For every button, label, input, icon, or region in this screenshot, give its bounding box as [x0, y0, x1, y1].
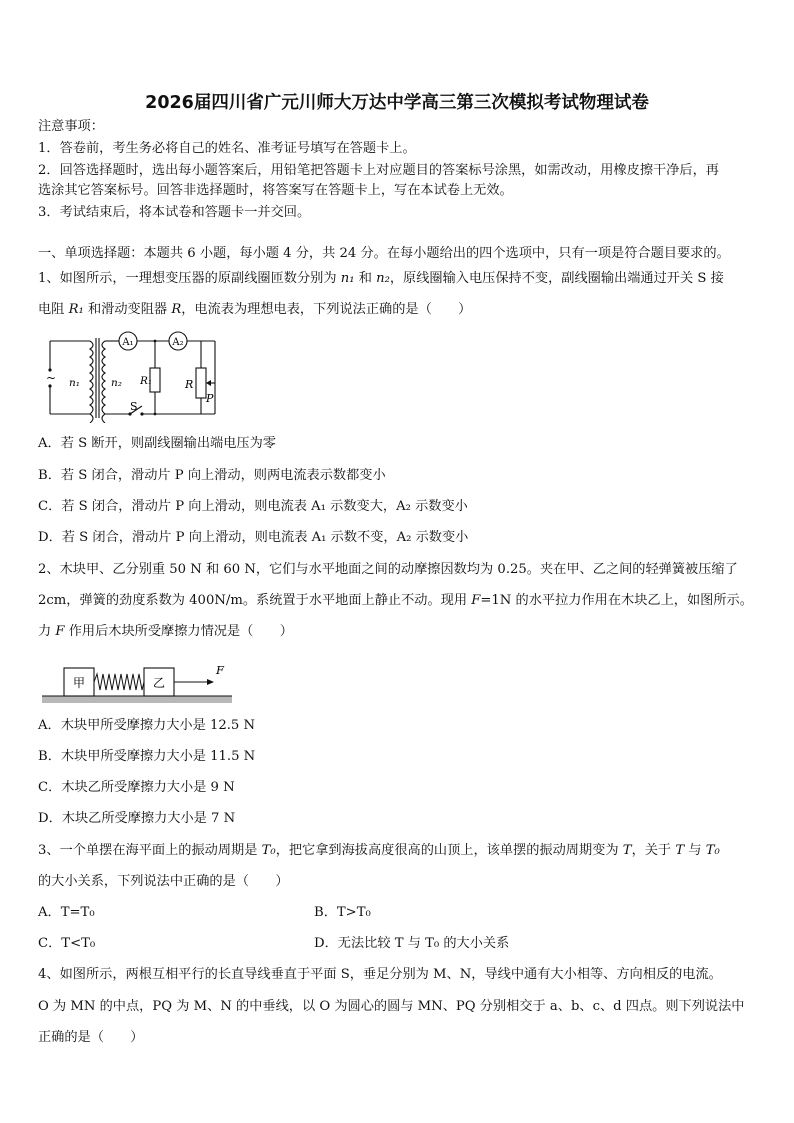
block-jia-label: 甲	[72, 676, 86, 690]
q2-stem-line2: 2cm，弹簧的劲度系数为 400N/m。系统置于水平地面上静止不动。现用 F=1N 的水平拉力作用在木块乙上，如图所示。	[38, 593, 753, 608]
q1-stem-line1: 1、如图所示，一理想变压器的原副线圈匝数分别为 n₁ 和 n₂，原线圈输入电压保持不变，副线圈输出端通过开关 S 接	[38, 271, 724, 286]
notice-item-3: 3．考试结束后，将本试卷和答题卡一并交回。	[38, 205, 311, 220]
q2-blocks-spring-diagram	[42, 660, 242, 706]
p-label: P	[206, 392, 214, 405]
q1-stem-line2: 电阻 R₁ 和滑动变阻器 R，电流表为理想电表，下列说法正确的是（ ）	[38, 302, 472, 317]
q1-option-c: C．若 S 闭合，滑动片 P 向上滑动，则电流表 A₁ 示数变大，A₂ 示数变小	[38, 499, 468, 514]
q1-circuit-diagram	[38, 328, 228, 423]
notice-heading: 注意事项：	[38, 119, 104, 134]
q1-option-b: B．若 S 闭合，滑动片 P 向上滑动，则两电流表示数都变小	[38, 468, 386, 483]
page-title: 2026届四川省广元川师大万达中学高三第三次模拟考试物理试卷	[145, 93, 649, 113]
q3-stem-line1: 3、一个单摆在海平面上的振动周期是 T₀，把它拿到海拔高度很高的山顶上，该单摆的振动周期变为 T，关于 T 与 T₀	[38, 843, 720, 858]
notice-item-1: 1．答卷前，考生务必将自己的姓名、准考证号填写在答题卡上。	[38, 141, 416, 156]
n2-label: n₂	[111, 377, 122, 389]
section-heading: 一、单项选择题：本题共 6 小题，每小题 4 分，共 24 分。在每小题给出的四个选项中，只有一项是符合题目要求的。	[38, 246, 730, 261]
q1-option-d: D．若 S 闭合，滑动片 P 向上滑动，则电流表 A₁ 示数不变，A₂ 示数变小	[38, 530, 469, 545]
q3-option-c: C．T<T₀	[38, 936, 96, 951]
block-yi-label: 乙	[152, 676, 166, 690]
s-label: S	[130, 400, 138, 413]
q3-option-a: A．T=T₀	[38, 905, 95, 920]
ac-source-symbol: ~	[46, 371, 57, 385]
q2-stem-line1: 2、木块甲、乙分别重 50 N 和 60 N，它们与水平地面之间的动摩擦因数均为 0.25。夹在甲、乙之间的轻弹簧被压缩了	[38, 562, 738, 577]
q2-option-b: B．木块甲所受摩擦力大小是 11.5 N	[38, 749, 256, 764]
q2-option-c: C．木块乙所受摩擦力大小是 9 N	[38, 780, 235, 795]
ammeter-a1-label: A₁	[122, 337, 134, 348]
force-f-label: F	[216, 663, 224, 677]
q1-option-a: A．若 S 断开，则副线圈输出端电压为零	[38, 436, 276, 451]
q2-option-a: A．木块甲所受摩擦力大小是 12.5 N	[38, 718, 256, 733]
notice-item-2-cont: 选涂其它答案标号。回答非选择题时，将答案写在答题卡上，写在本试卷上无效。	[38, 183, 513, 198]
q3-stem-line2: 的大小关系，下列说法中正确的是（ ）	[38, 874, 289, 889]
notice-item-2: 2．回答选择题时，选出每小题答案后，用铅笔把答题卡上对应题目的答案标号涂黑，如需改动，用橡皮擦干净后，再	[38, 163, 719, 178]
r-label: R	[185, 378, 194, 391]
q4-stem-line1: 4、如图所示，两根互相平行的长直导线垂直于平面 S，垂足分别为 M、N，导线中通有大小相等、方向相反的电流。	[38, 967, 722, 982]
n1-label: n₁	[69, 377, 80, 389]
q3-option-b: B．T>T₀	[314, 905, 371, 920]
q2-stem-line3: 力 F 作用后木块所受摩擦力情况是（ ）	[38, 624, 293, 639]
r1-label: R₁	[140, 375, 153, 387]
q4-stem-line2: O 为 MN 的中点，PQ 为 M、N 的中垂线，以 O 为圆心的圆与 MN、PQ 分别相交于 a、b、c、d 四点。则下列说法中	[38, 999, 745, 1014]
q4-stem-line3: 正确的是（ ）	[38, 1030, 144, 1045]
q2-option-d: D．木块乙所受摩擦力大小是 7 N	[38, 811, 236, 826]
ammeter-a2-label: A₂	[172, 337, 184, 348]
q3-option-d: D．无法比较 T 与 T₀ 的大小关系	[314, 936, 510, 951]
